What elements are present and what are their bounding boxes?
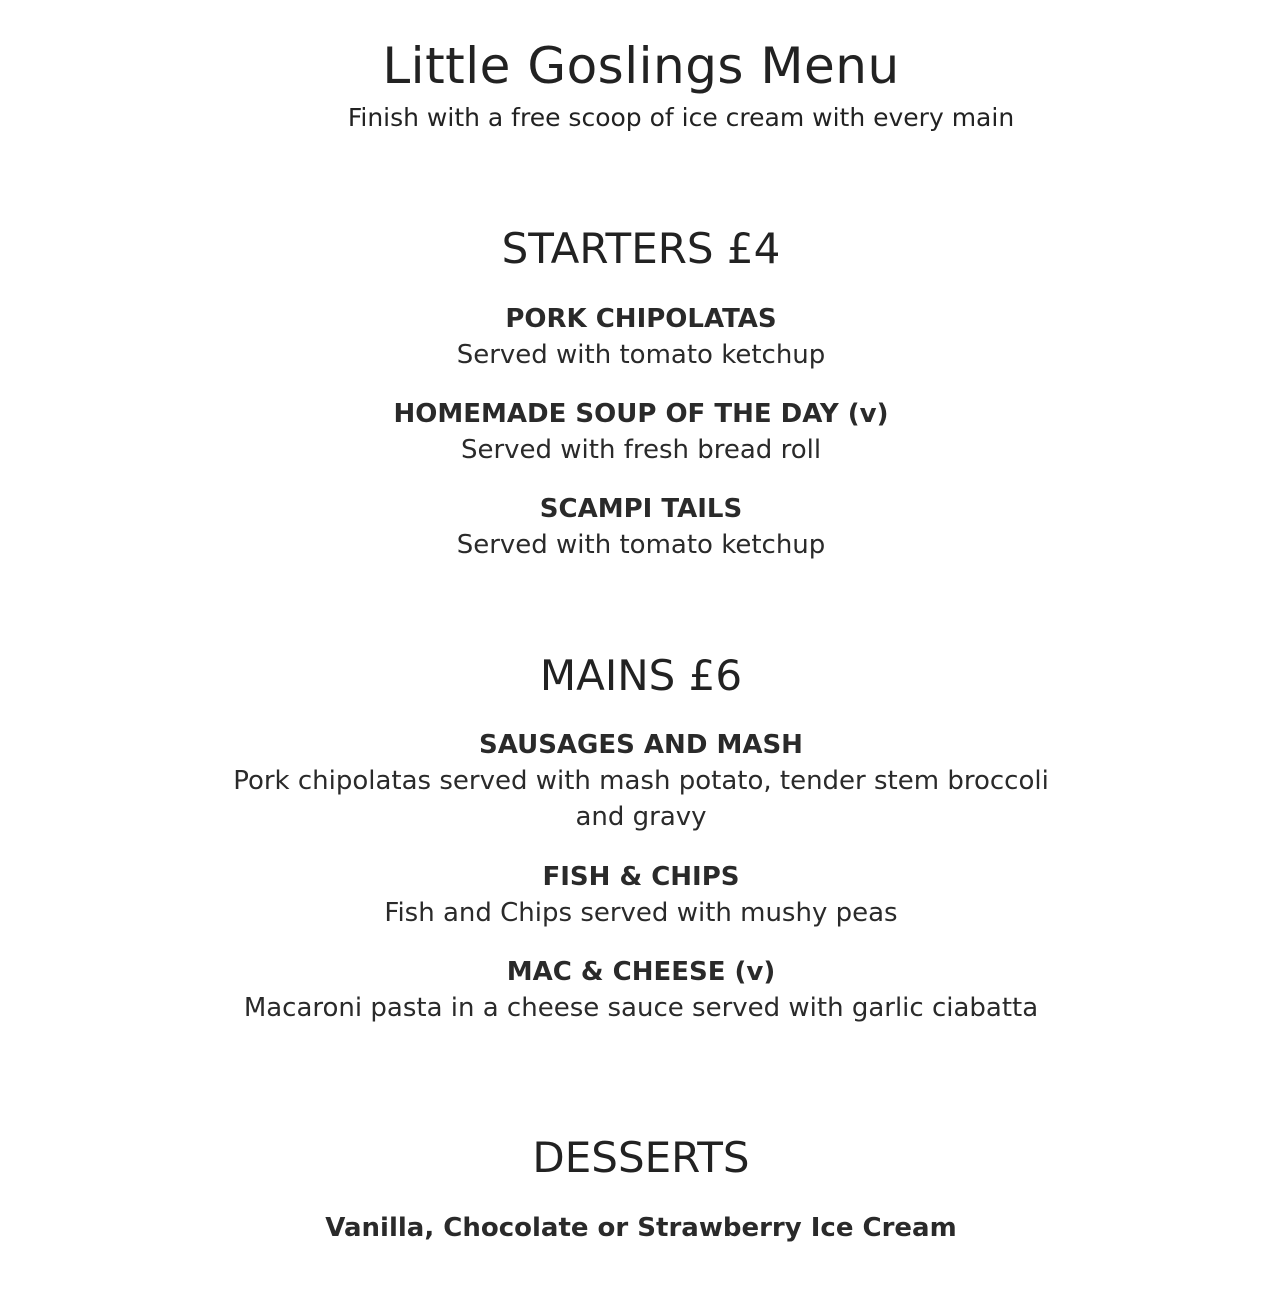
starter-item-desc: Served with tomato ketchup xyxy=(456,530,826,560)
main-item-name: SAUSAGES AND MASH xyxy=(479,730,803,760)
starter-item xyxy=(0,491,1282,563)
menu-subtitle-text: Finish with a free scoop of ice cream with every main xyxy=(347,103,1015,132)
main-item xyxy=(0,859,1282,931)
starters-section xyxy=(0,222,1282,276)
starter-item xyxy=(0,301,1282,373)
main-item-desc: Macaroni pasta in a cheese sauce served with garlic ciabatta xyxy=(243,993,1039,1023)
main-item xyxy=(0,954,1282,1026)
menu-title xyxy=(0,34,1282,98)
main-item xyxy=(0,727,1282,835)
dessert-options: Vanilla, Chocolate or Strawberry Ice Cream xyxy=(325,1213,957,1243)
starters-heading: STARTERS £4 xyxy=(501,224,781,273)
main-item-name: MAC & CHEESE (v) xyxy=(506,957,776,987)
mains-section xyxy=(0,649,1282,703)
main-item-desc: Pork chipolatas served with mash potato, tender stem broccoli and gravy xyxy=(233,766,1049,832)
starter-item xyxy=(0,396,1282,468)
main-item-desc: Fish and Chips served with mushy peas xyxy=(384,898,898,928)
desserts-section xyxy=(0,1131,1282,1185)
desserts-heading: DESSERTS xyxy=(532,1133,750,1182)
starter-item-name: SCAMPI TAILS xyxy=(539,494,743,524)
main-item-name: FISH & CHIPS xyxy=(542,862,740,892)
starter-item-desc: Served with tomato ketchup xyxy=(456,340,826,370)
starter-item-name: HOMEMADE SOUP OF THE DAY (v) xyxy=(393,399,889,429)
menu-title-text: Little Goslings Menu xyxy=(382,37,900,95)
menu-subtitle xyxy=(0,100,1282,136)
starter-item-desc: Served with fresh bread roll xyxy=(460,435,822,465)
dessert-item xyxy=(0,1210,1282,1246)
starter-item-name: PORK CHIPOLATAS xyxy=(505,304,777,334)
mains-heading: MAINS £6 xyxy=(539,651,743,700)
